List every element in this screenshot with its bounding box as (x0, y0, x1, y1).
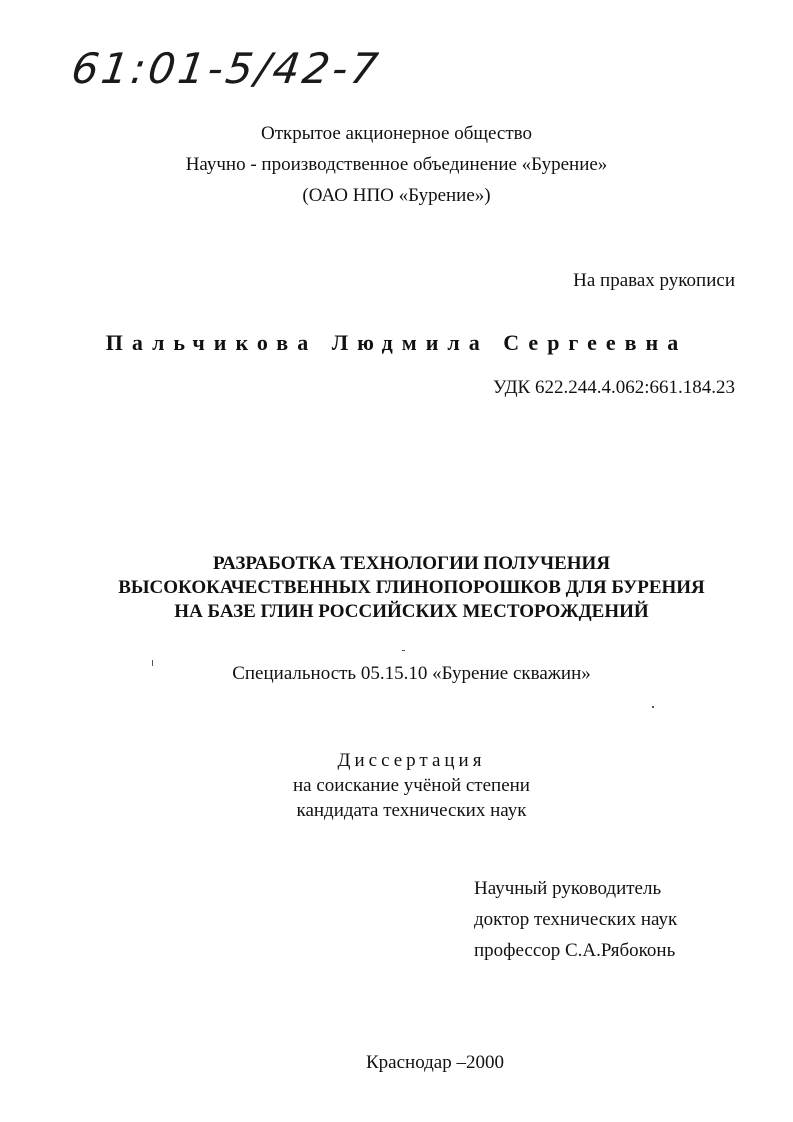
title-line-1: РАЗРАБОТКА ТЕХНОЛОГИИ ПОЛУЧЕНИЯ (212, 553, 611, 574)
title-line-2: ВЫСОКОКАЧЕСТВЕННЫХ ГЛИНОПОРОШКОВ ДЛЯ БУРЕНИЯ (118, 577, 705, 598)
organization-line-1: Открытое акционерное общество (261, 123, 532, 144)
dissertation-title (0, 552, 793, 624)
udc-code: УДК 622.244.4.062:661.184.23 (493, 377, 735, 398)
dissertation-field-line: кандидата технических наук (296, 800, 527, 821)
dissertation-degree-line: на соискание учёной степени (293, 775, 530, 796)
organization-line-2: Научно - производственное объединение «Бурение» (185, 154, 608, 175)
handwritten-catalog-number: 61:01-5/42-7 (68, 44, 384, 93)
scan-speck (652, 706, 654, 708)
organization-block (0, 118, 793, 211)
supervisor-block (474, 873, 677, 966)
city-year: Краснодар –2000 (365, 1052, 504, 1073)
manuscript-note: На правах рукописи (573, 270, 735, 291)
supervisor-name: профессор С.А.Рябоконь (474, 940, 676, 961)
organization-line-3: (ОАО НПО «Бурение») (302, 185, 491, 206)
author-name: Пальчикова Людмила Сергеевна (105, 330, 688, 355)
title-line-3: НА БАЗЕ ГЛИН РОССИЙСКИХ МЕСТОРОЖДЕНИЙ (174, 601, 649, 622)
scan-speck (152, 660, 153, 666)
dissertation-block (0, 748, 793, 823)
dissertation-heading: Диссертация (337, 750, 486, 771)
supervisor-role: Научный руководитель (474, 878, 662, 899)
supervisor-degree: доктор технических наук (474, 909, 678, 930)
specialty: Специальность 05.15.10 «Бурение скважин» (232, 663, 591, 684)
scan-speck (402, 650, 405, 651)
